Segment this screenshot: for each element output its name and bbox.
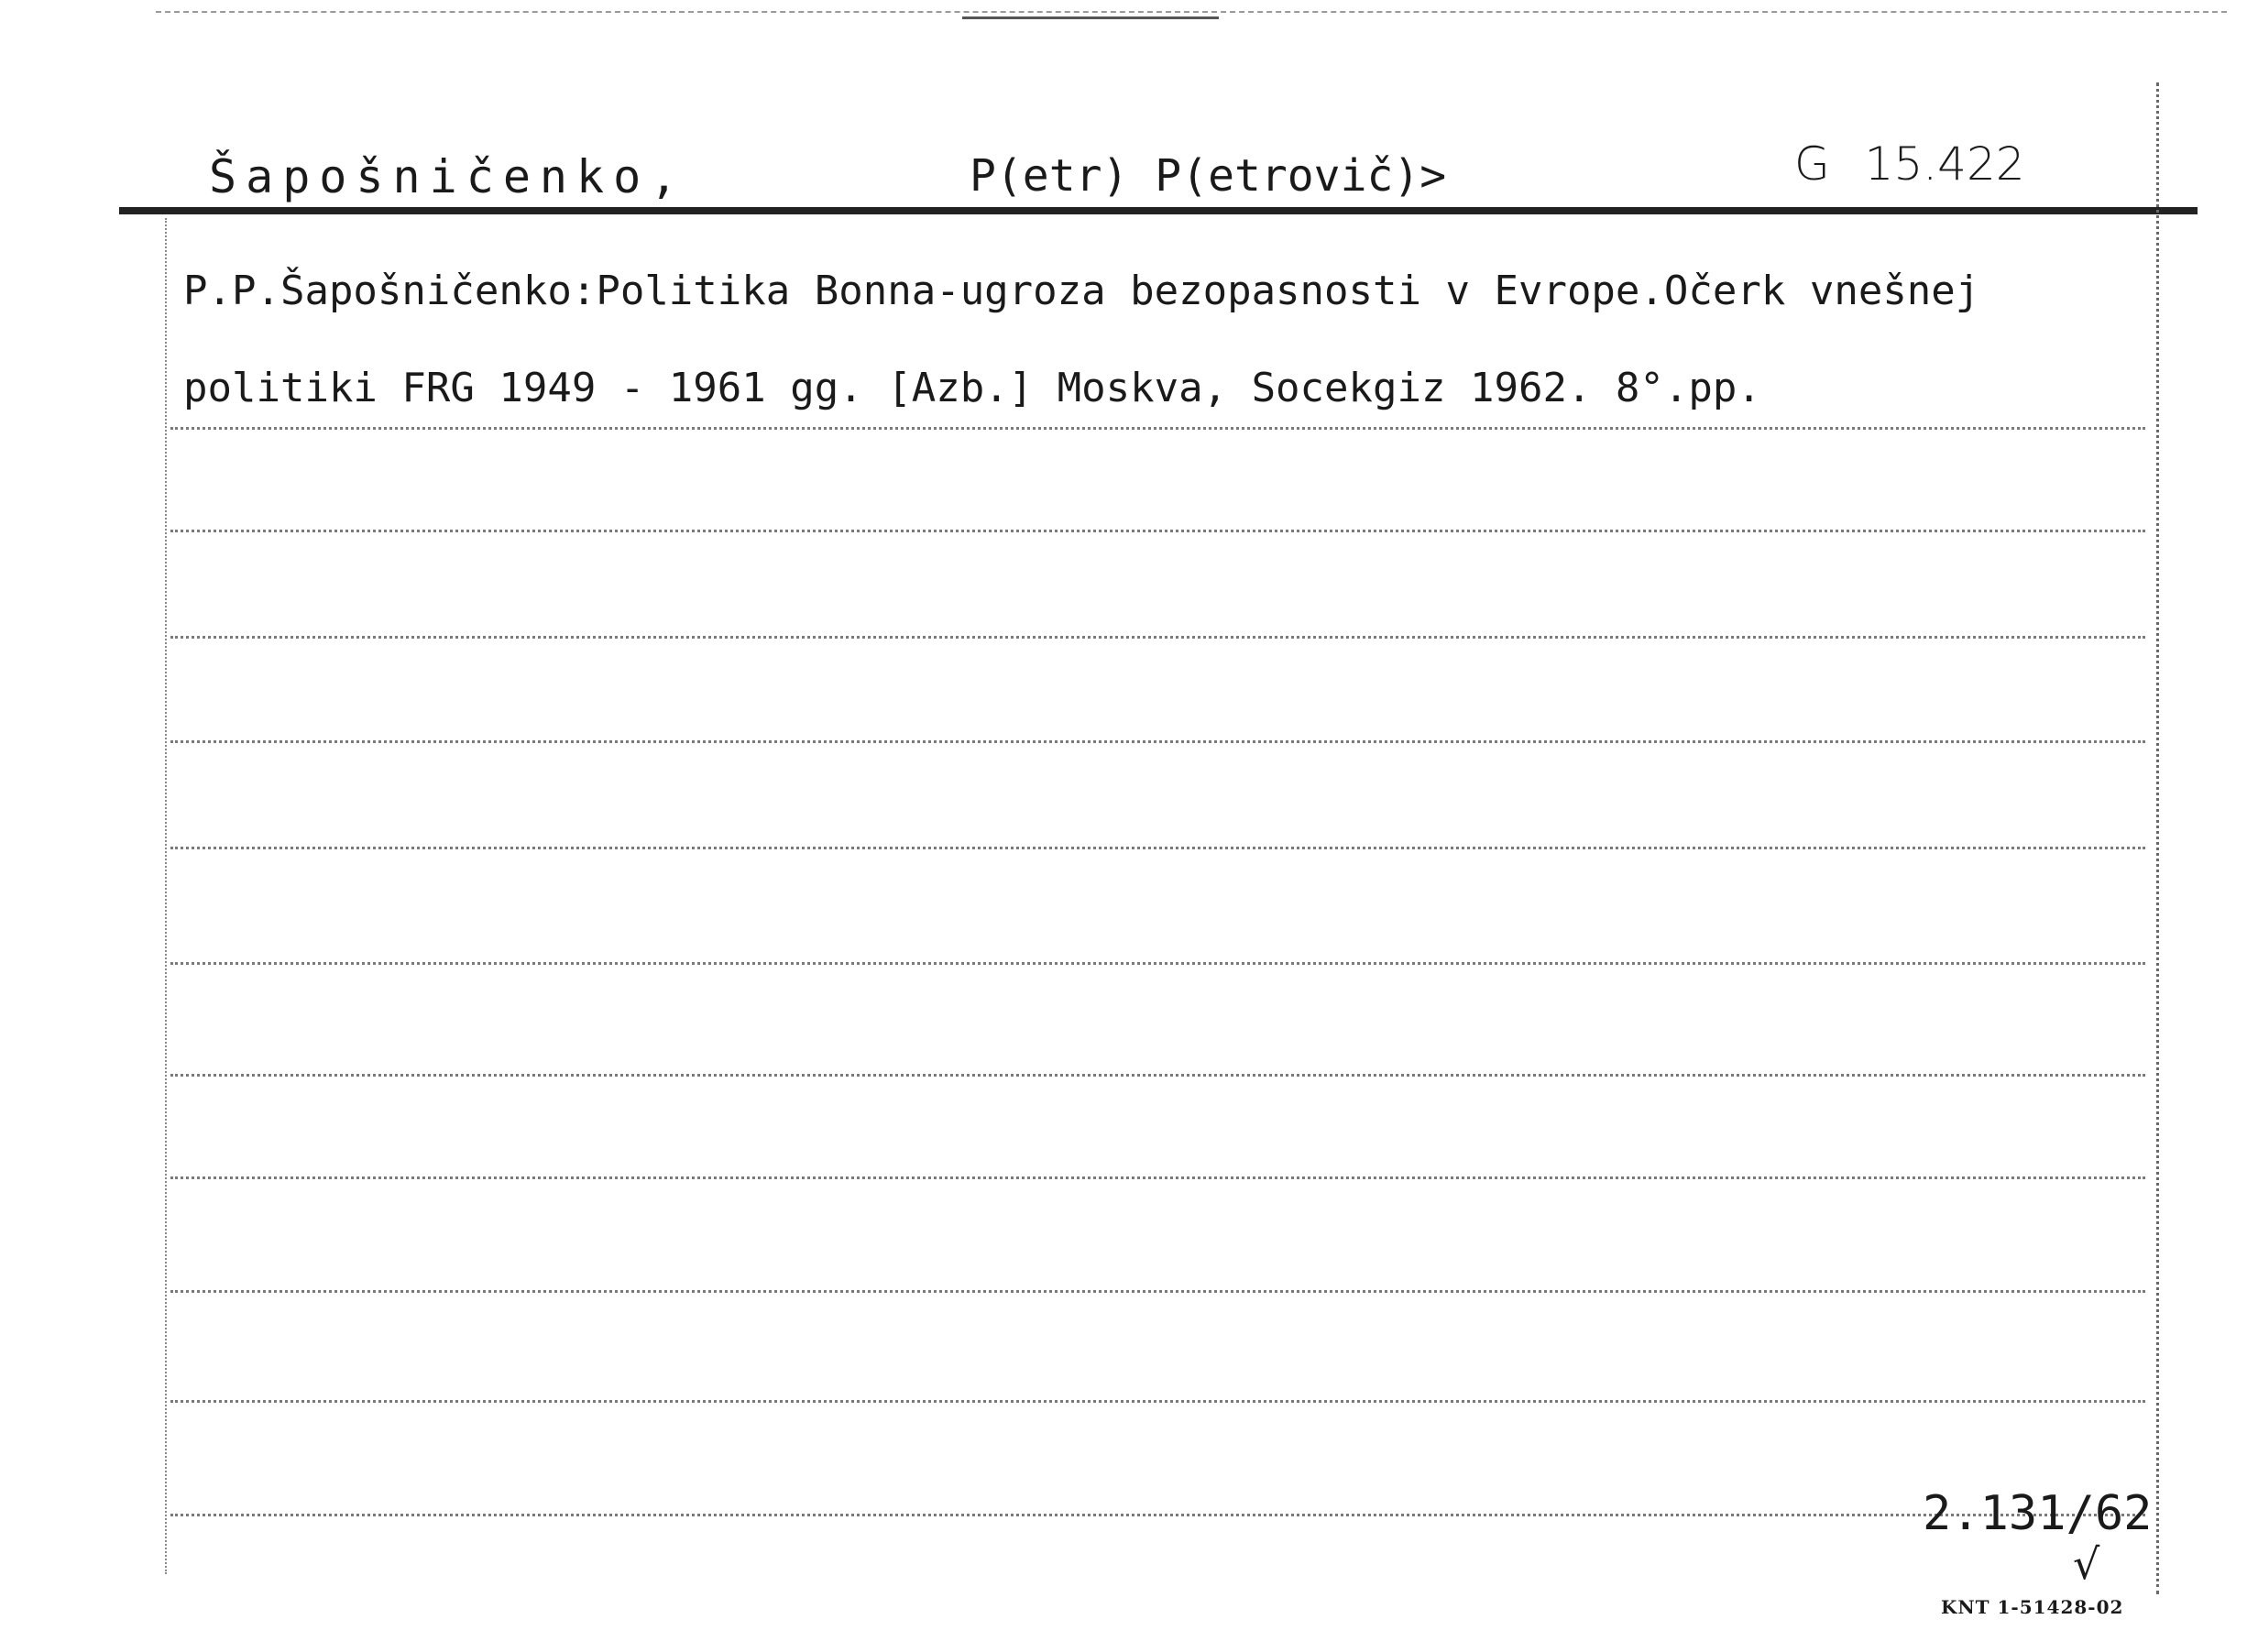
- ruled-line: [170, 1290, 2145, 1293]
- top-edge-rule: [156, 11, 2227, 13]
- check-mark-icon: √: [2073, 1539, 2100, 1589]
- ruled-line: [170, 847, 2145, 849]
- author-heading: Šapošničenko,: [209, 150, 687, 203]
- heading-row: [209, 137, 2207, 211]
- shelfmark: G 15.422: [1794, 137, 2025, 191]
- title-line: politiki FRG 1949 - 1961 gg. [Azb.] Moskva, Socekgiz 1962. 8°.pp.: [183, 365, 1761, 411]
- author-name-expansion: P(etr) P(etrovič)>: [970, 150, 1447, 202]
- ruled-line: [170, 1074, 2145, 1077]
- ruled-line: [170, 530, 2145, 532]
- call-number: 2.131/62: [1923, 1486, 2153, 1541]
- ruled-line: [170, 427, 2145, 430]
- heading-underline: [119, 207, 2198, 214]
- ruled-line: [170, 740, 2145, 743]
- ruled-line: [170, 1176, 2145, 1179]
- title-line: P.P.Šapošničenko:Politika Bonna-ugroza bezopasnosti v Evrope.Očerk vnešnej: [183, 268, 1980, 314]
- ruled-line: [170, 1514, 2145, 1516]
- top-edge-mark: [962, 16, 1219, 19]
- right-margin-rule: [2156, 82, 2159, 1594]
- left-margin-rule: [165, 218, 167, 1574]
- ruled-line: [170, 962, 2145, 965]
- ruled-line: [170, 1400, 2145, 1403]
- ruled-line: [170, 636, 2145, 639]
- printer-code: KNT 1-51428-02: [1941, 1596, 2124, 1618]
